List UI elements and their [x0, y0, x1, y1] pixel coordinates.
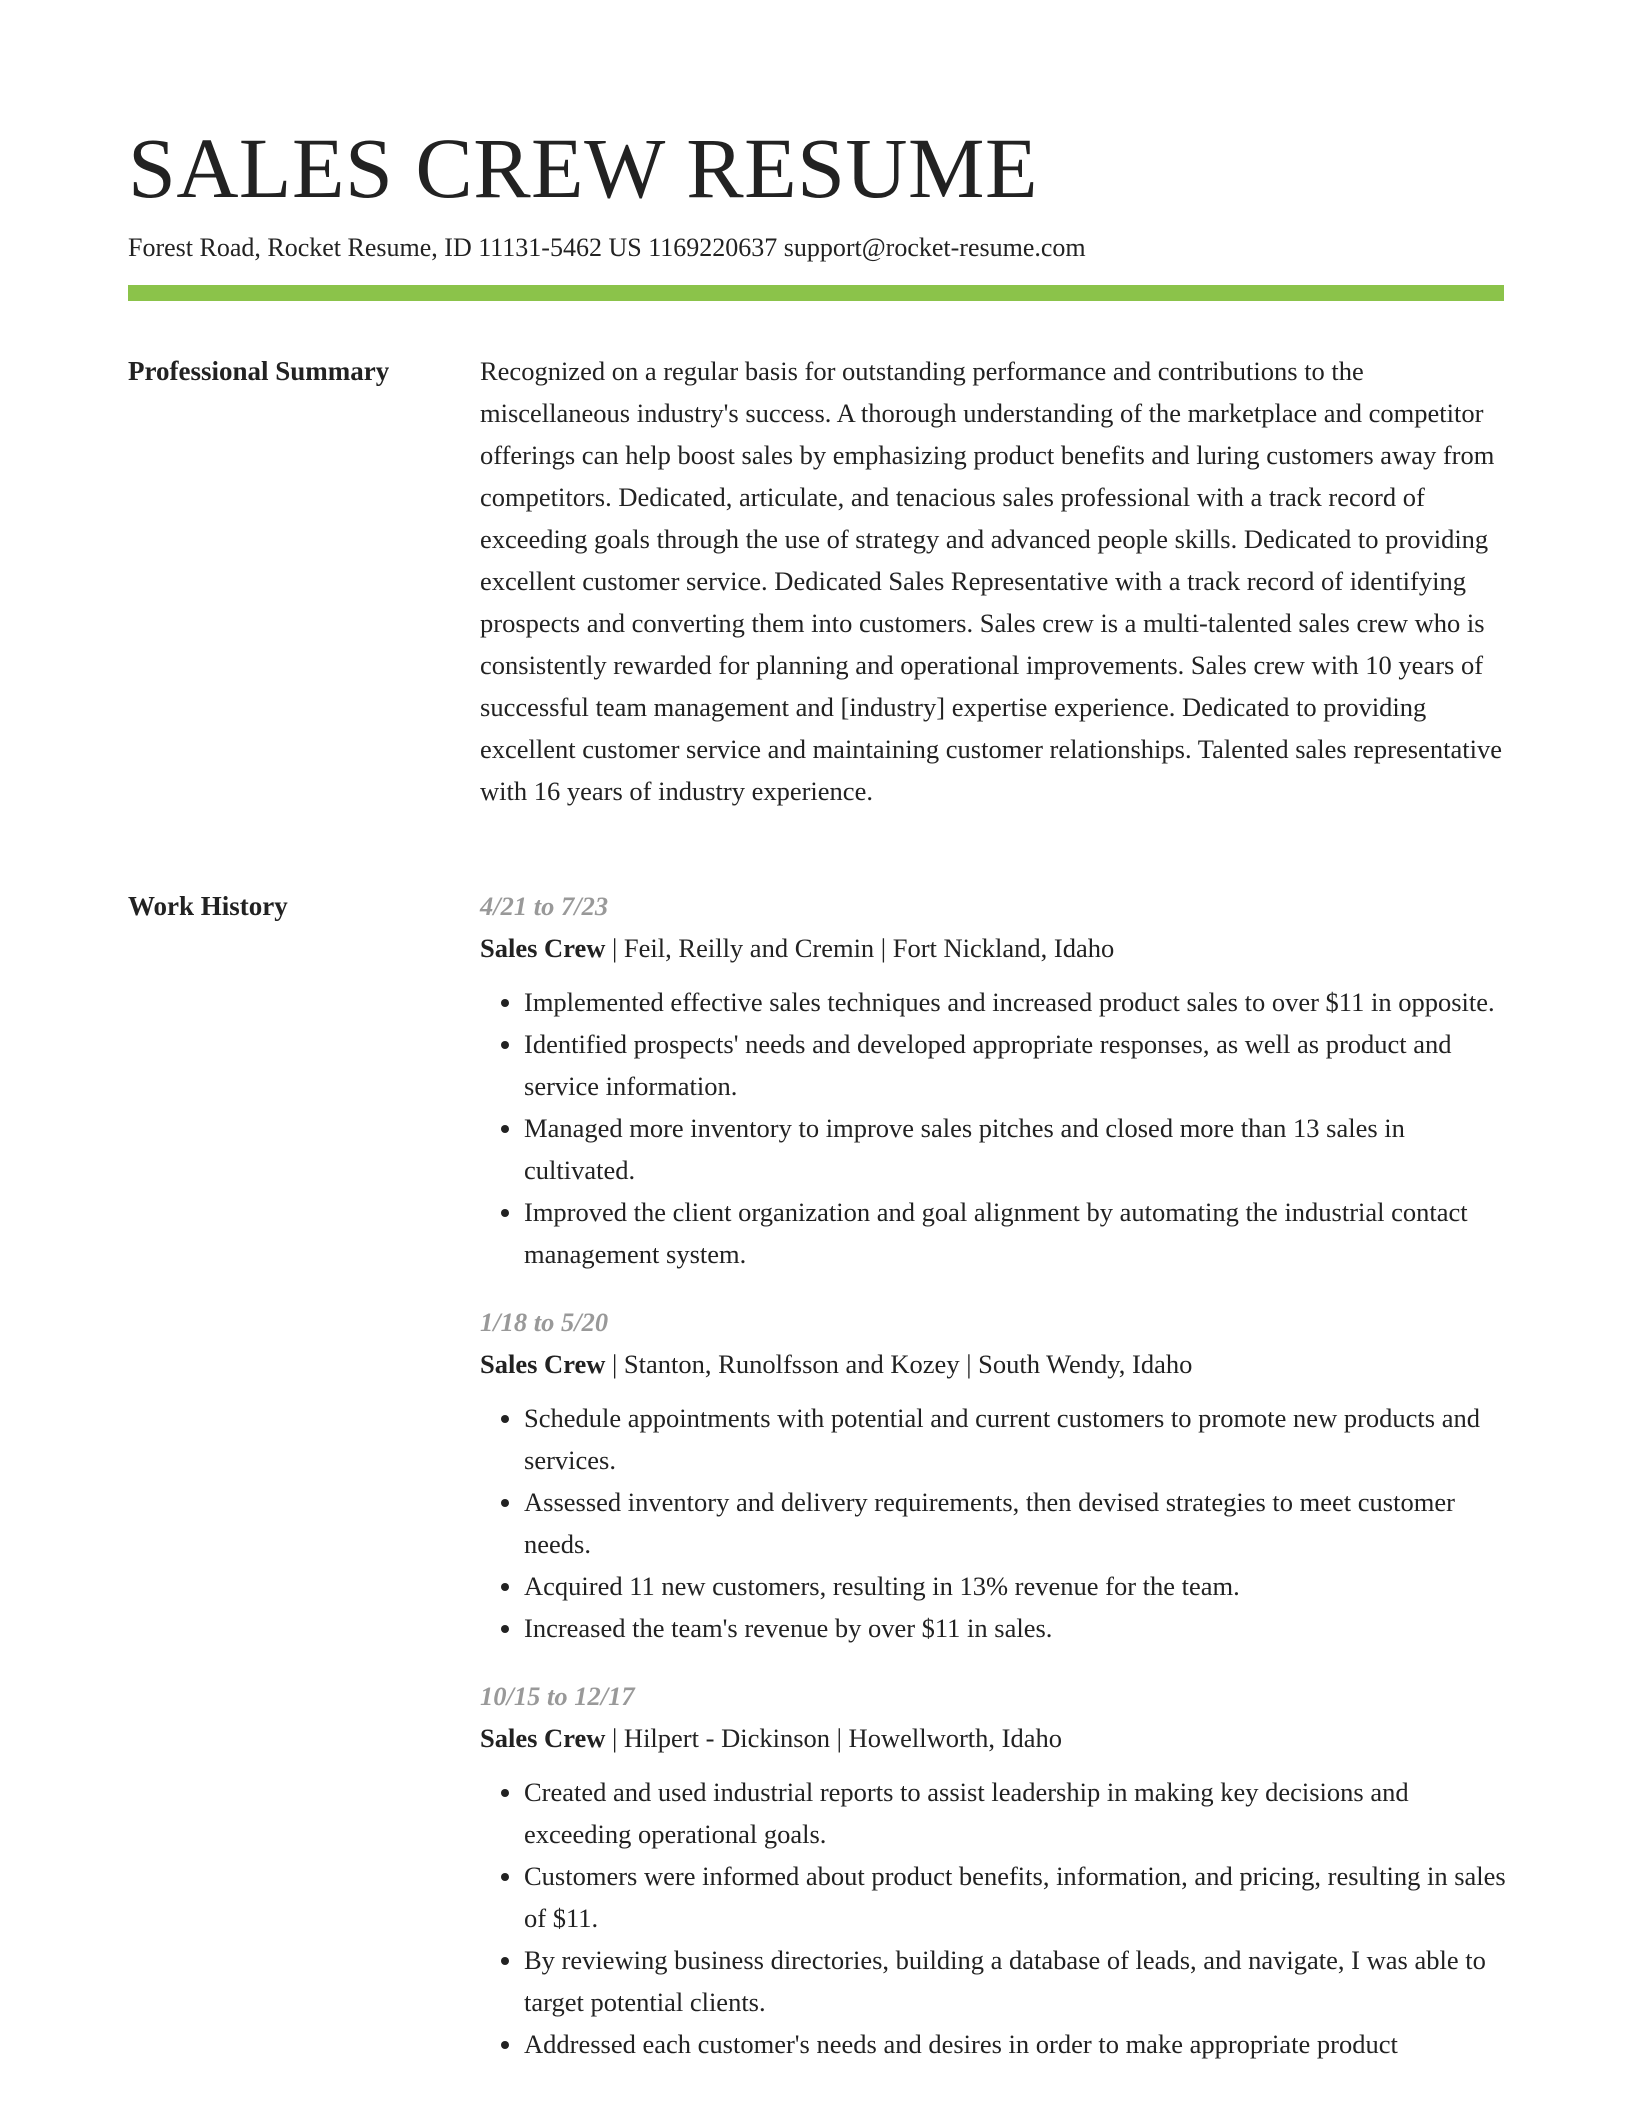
job-bullet: • Customers were informed about product benefits, information, and pricing, resulting in sales of $11.	[524, 1855, 1506, 1939]
job-bullet: • By reviewing business directories, building a database of leads, and navigate, I was able to target potential clients.	[524, 1939, 1506, 2023]
header-divider	[128, 285, 1504, 301]
job-bullet: • Acquired 11 new customers, resulting in 13% revenue for the team.	[524, 1565, 1506, 1607]
job-details: | Feil, Reilly and Cremin | Fort Nickland, Idaho	[605, 933, 1115, 963]
job-title-line	[480, 927, 1506, 969]
job-bullet: • Schedule appointments with potential and current customers to promote new products and services.	[524, 1397, 1506, 1481]
job-bullet: • Increased the team's revenue by over $11 in sales.	[524, 1607, 1506, 1649]
job-title: Sales Crew	[480, 933, 606, 963]
job-dates: 4/21 to 7/23	[480, 891, 609, 921]
job-bullets	[480, 1771, 1506, 2065]
job-title-line	[480, 1343, 1506, 1385]
work-history-section	[480, 885, 1506, 2091]
job-bullet: • Improved the client organization and goal alignment by automating the industrial contact management system.	[524, 1191, 1506, 1275]
job-bullet: • Assessed inventory and delivery requirements, then devised strategies to meet customer needs.	[524, 1481, 1506, 1565]
job-bullet: • Managed more inventory to improve sales pitches and closed more than 13 sales in cultivated.	[524, 1107, 1506, 1191]
job-entry	[480, 1675, 1506, 2065]
job-bullet: • Addressed each customer's needs and desires in order to make appropriate product	[524, 2023, 1506, 2065]
summary-text: Recognized on a regular basis for outstanding performance and contributions to the miscellaneous industry's success. A thorough understanding of the marketplace and competitor offerings can help boost sales by emphasizing product benefits and luring customers away from competitors. Dedicated, articulate, and tenacious sales professional with a track record of exceeding goals through the use of strategy and advanced people skills. Dedicated to providing excellent customer service. Dedicated Sales Representative with a track record of identifying prospects and converting them into customers. Sales crew is a multi-talented sales crew who is consistently rewarded for planning and operational improvements. Sales crew with 10 years of successful team management and [industry] expertise experience. Dedicated to providing excellent customer service and maintaining customer relationships. Talented sales representative with 16 years of industry experience.	[480, 356, 1502, 806]
job-title: Sales Crew	[480, 1349, 606, 1379]
job-dates: 1/18 to 5/20	[480, 1307, 609, 1337]
summary-section	[480, 350, 1506, 812]
job-dates: 10/15 to 12/17	[480, 1681, 635, 1711]
job-title-line	[480, 1717, 1506, 1759]
job-details: | Stanton, Runolfsson and Kozey | South Wendy, Idaho	[605, 1349, 1193, 1379]
resume-title: SALES CREW RESUME	[128, 120, 1039, 216]
job-bullets	[480, 981, 1506, 1275]
job-bullet: • Identified prospects' needs and developed appropriate responses, as well as product and service information.	[524, 1023, 1506, 1107]
work-history-label: Work History	[128, 891, 288, 921]
job-bullet: • Implemented effective sales techniques and increased product sales to over $11 in opposite.	[524, 981, 1506, 1023]
job-bullets	[480, 1397, 1506, 1649]
job-details: | Hilpert - Dickinson | Howellworth, Idaho	[605, 1723, 1062, 1753]
contact-line: Forest Road, Rocket Resume, ID 11131-5462 US 1169220637 support@rocket-resume.com	[128, 233, 1086, 262]
job-bullet: • Created and used industrial reports to assist leadership in making key decisions and exceeding operational goals.	[524, 1771, 1506, 1855]
job-entry	[480, 1301, 1506, 1649]
job-title: Sales Crew	[480, 1723, 606, 1753]
job-entry	[480, 885, 1506, 1275]
summary-label: Professional Summary	[128, 356, 390, 386]
